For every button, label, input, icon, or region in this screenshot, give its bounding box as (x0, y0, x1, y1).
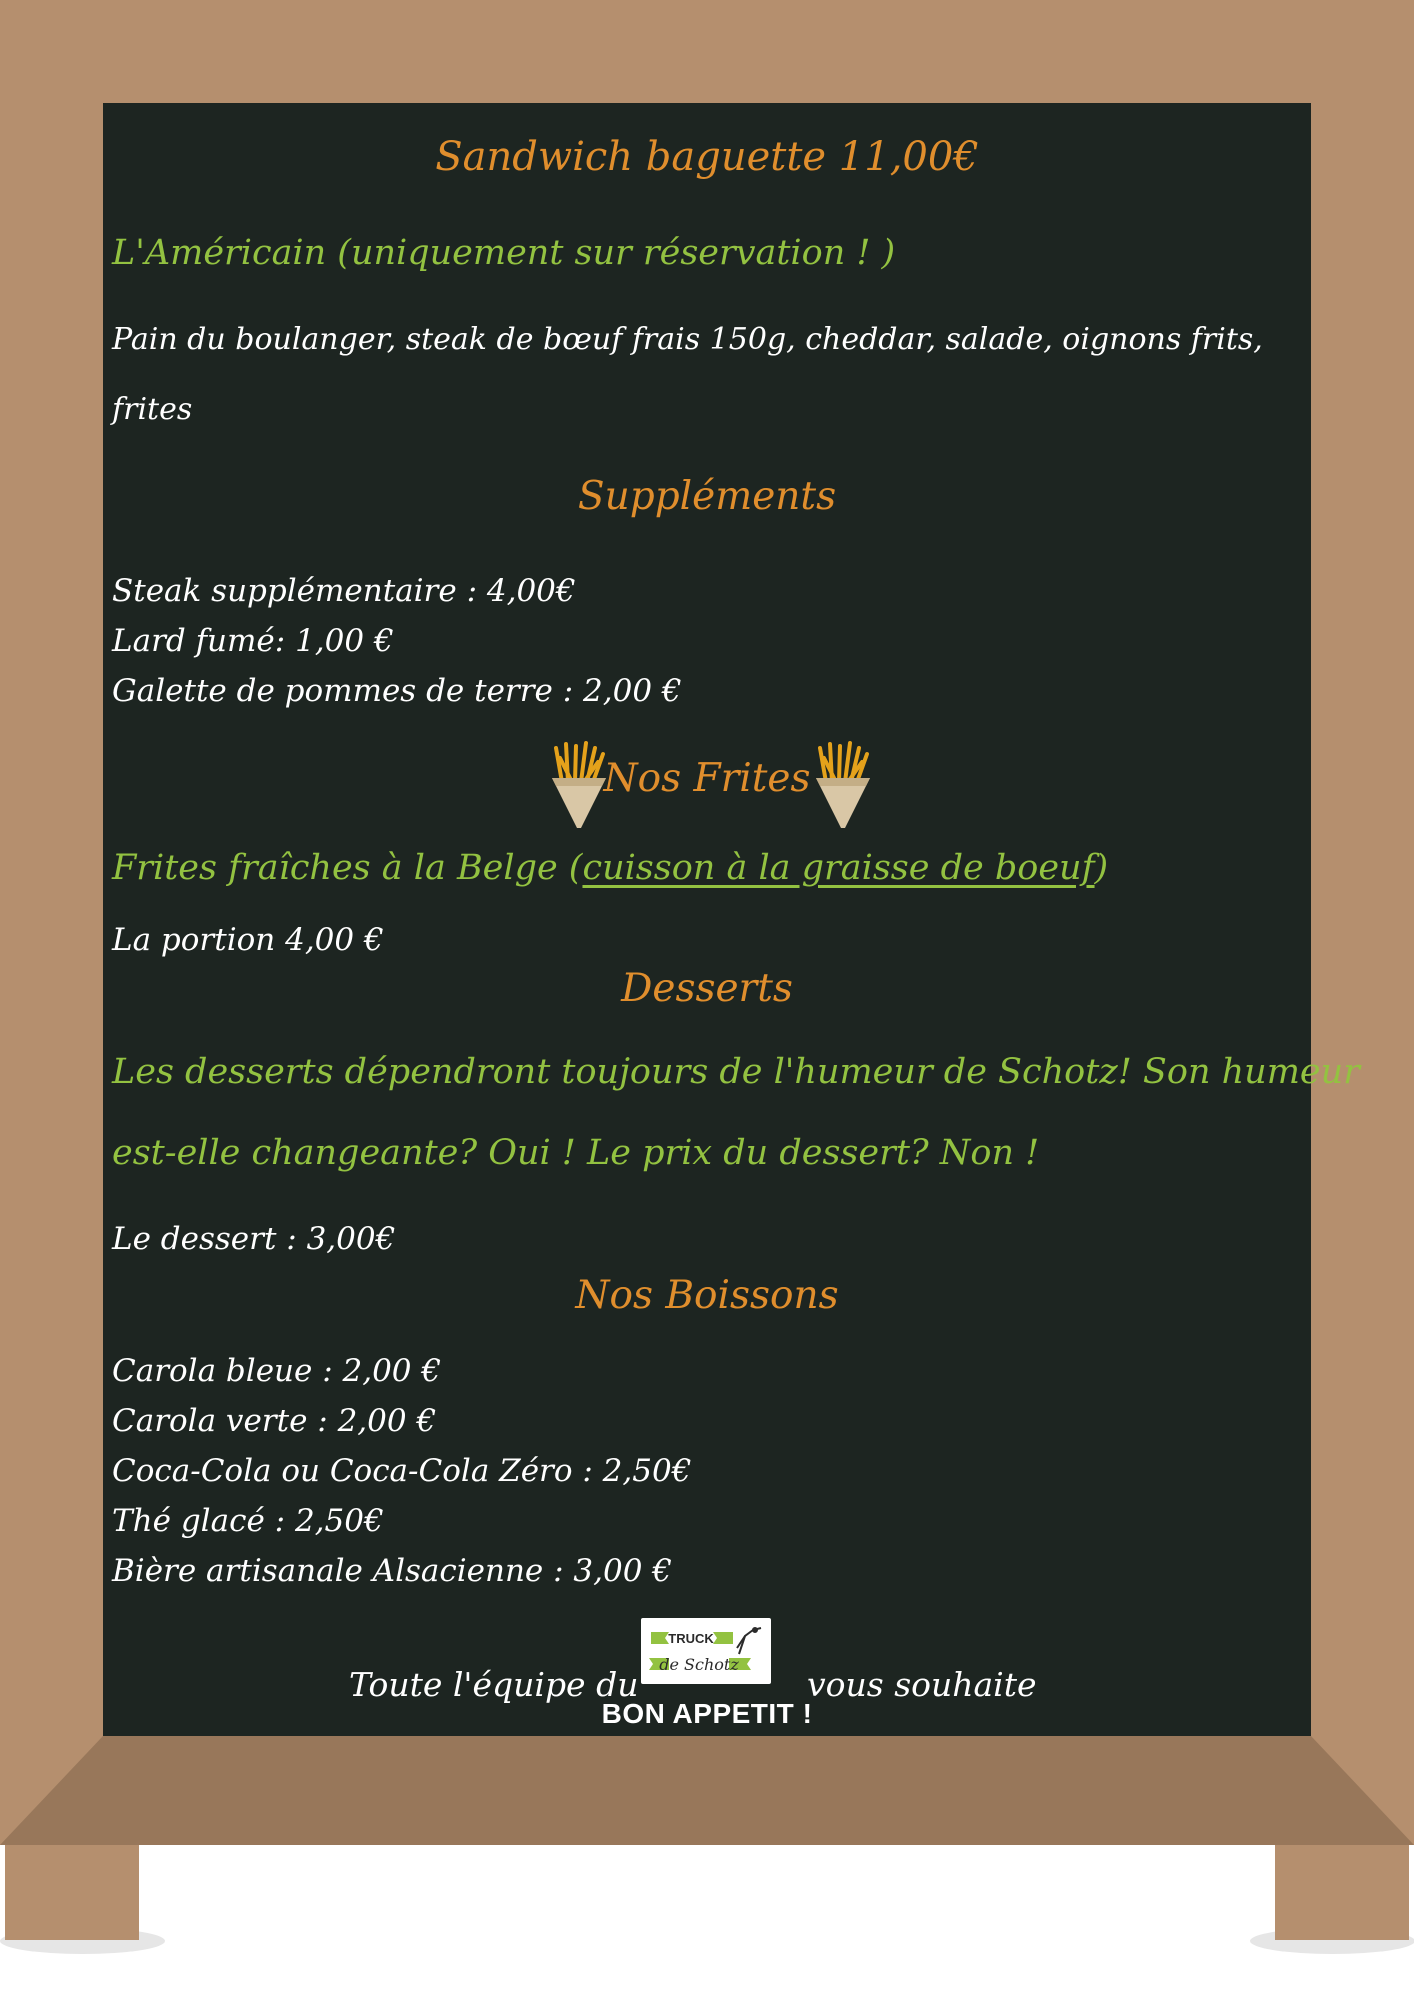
desserts-title: Desserts (621, 966, 793, 1011)
supplement-item: Steak supplémentaire : 4,00€ (112, 573, 576, 609)
frites-subtitle-start: Frites fraîches à la Belge ( (112, 848, 583, 888)
sandwich-description-line2: frites (112, 392, 193, 427)
board-ledge (0, 1736, 1414, 1845)
boisson-item: Carola verte : 2,00 € (112, 1403, 437, 1439)
footer-right-text: vous souhaite (807, 1665, 1037, 1704)
supplement-item: Galette de pommes de terre : 2,00 € (112, 673, 682, 709)
boisson-item: Bière artisanale Alsacienne : 3,00 € (112, 1553, 673, 1589)
sandwich-description-line1: Pain du boulanger, steak de bœuf frais 150g, cheddar, salade, oignons frits, (112, 322, 1263, 357)
boisson-item: Carola bleue : 2,00 € (112, 1353, 442, 1389)
dessert-price: Le dessert : 3,00€ (112, 1221, 396, 1257)
logo-graphic (641, 1618, 771, 1684)
boisson-item: Thé glacé : 2,50€ (112, 1503, 384, 1539)
boissons-list (112, 1346, 691, 1596)
footer-left-text: Toute l'équipe du (349, 1665, 639, 1704)
board-leg-right (1275, 1845, 1409, 1940)
boissons-title: Nos Boissons (575, 1273, 839, 1318)
frites-title: Nos Frites (603, 756, 811, 801)
logo-bottom-text: de Schotz (659, 1655, 739, 1674)
boisson-item: Coca-Cola ou Coca-Cola Zéro : 2,50€ (112, 1453, 692, 1489)
frites-subtitle (112, 848, 1108, 888)
supplement-item: Lard fumé: 1,00 € (112, 623, 394, 659)
bon-appetit: BON APPETIT ! (601, 1698, 813, 1729)
board-leg-left (5, 1845, 139, 1940)
sandwich-name: L'Américain (uniquement sur réservation ! ) (112, 233, 896, 273)
desserts-text-line2: est-elle changeante? Oui ! Le prix du dessert? Non ! (112, 1133, 1040, 1173)
frites-price: La portion 4,00 € (112, 922, 384, 958)
desserts-text-line1: Les desserts dépendront toujours de l'humeur de Schotz! Son humeur (112, 1052, 1360, 1092)
frites-subtitle-underlined: cuisson à la graisse de boeuf (582, 848, 1095, 888)
supplements-title: Suppléments (577, 474, 837, 519)
truck-de-schotz-logo (641, 1618, 771, 1684)
sandwich-title: Sandwich baguette 11,00€ (435, 134, 979, 180)
supplements-list (112, 566, 682, 716)
stork-icon (737, 1628, 761, 1654)
logo-top-text: TRUCK (668, 1631, 714, 1646)
fries-cone-icon (812, 740, 874, 830)
frites-subtitle-end: ) (1094, 848, 1109, 888)
